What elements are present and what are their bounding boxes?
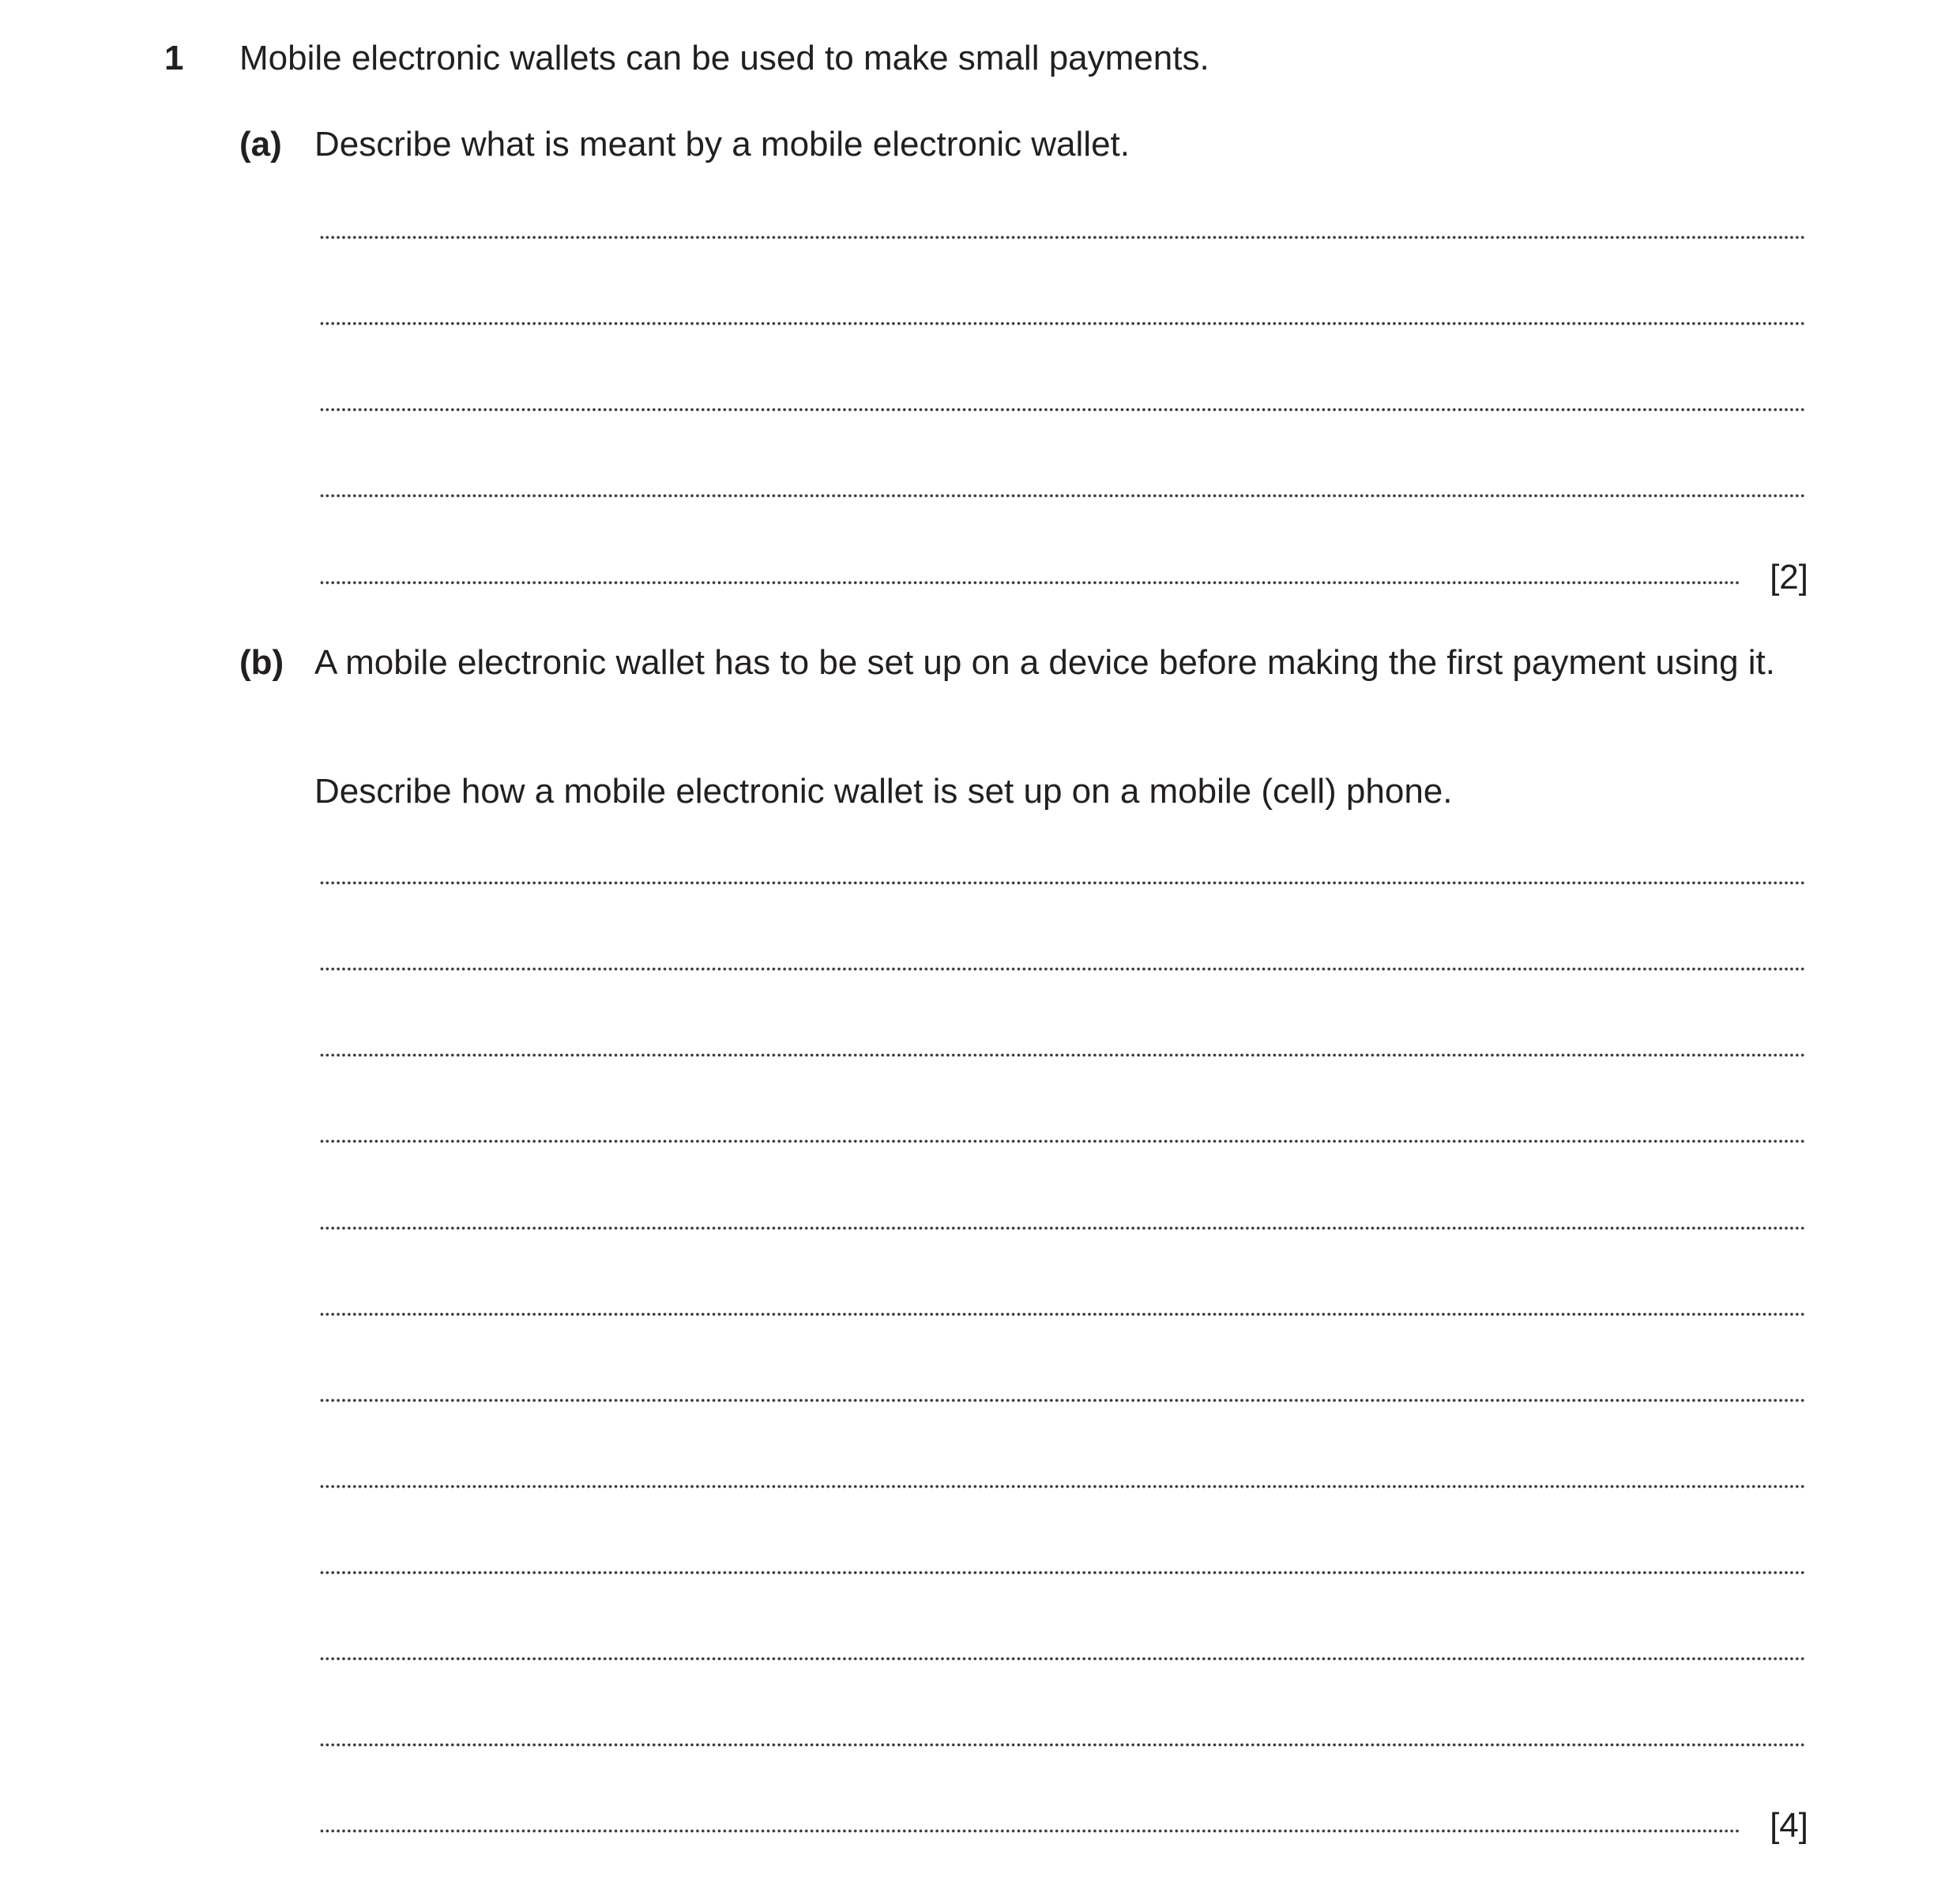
answer-line[interactable] (319, 1226, 1805, 1230)
answer-line[interactable] (319, 1312, 1805, 1316)
answer-line[interactable] (319, 408, 1805, 412)
answer-line[interactable] (319, 1571, 1805, 1575)
part-a-label: (a) (239, 125, 282, 164)
answer-line[interactable] (319, 581, 1740, 585)
part-b-marks: [4] (1770, 1806, 1808, 1845)
answer-line[interactable] (319, 1743, 1805, 1747)
part-a-marks: [2] (1770, 558, 1808, 597)
answer-line[interactable] (319, 1139, 1805, 1143)
question-stem: Mobile electronic wallets can be used to make small payments. (239, 39, 1209, 77)
answer-line[interactable] (319, 1657, 1805, 1661)
answer-line[interactable] (319, 494, 1805, 498)
answer-line[interactable] (319, 322, 1805, 326)
part-b-prompt: Describe how a mobile electronic wallet is set up on a mobile (cell) phone. (314, 772, 1453, 811)
part-b-label: (b) (239, 643, 284, 682)
answer-line[interactable] (319, 1053, 1805, 1057)
part-a-prompt: Describe what is meant by a mobile electronic wallet. (314, 125, 1130, 164)
answer-line[interactable] (319, 1398, 1805, 1402)
part-b-stem: A mobile electronic wallet has to be set up on a device before making the first payment using it. (314, 643, 1776, 682)
answer-line[interactable] (319, 1485, 1805, 1488)
answer-line[interactable] (319, 1829, 1740, 1833)
answer-line[interactable] (319, 881, 1805, 885)
answer-line[interactable] (319, 967, 1805, 971)
answer-line[interactable] (319, 235, 1805, 239)
question-number: 1 (164, 39, 184, 77)
